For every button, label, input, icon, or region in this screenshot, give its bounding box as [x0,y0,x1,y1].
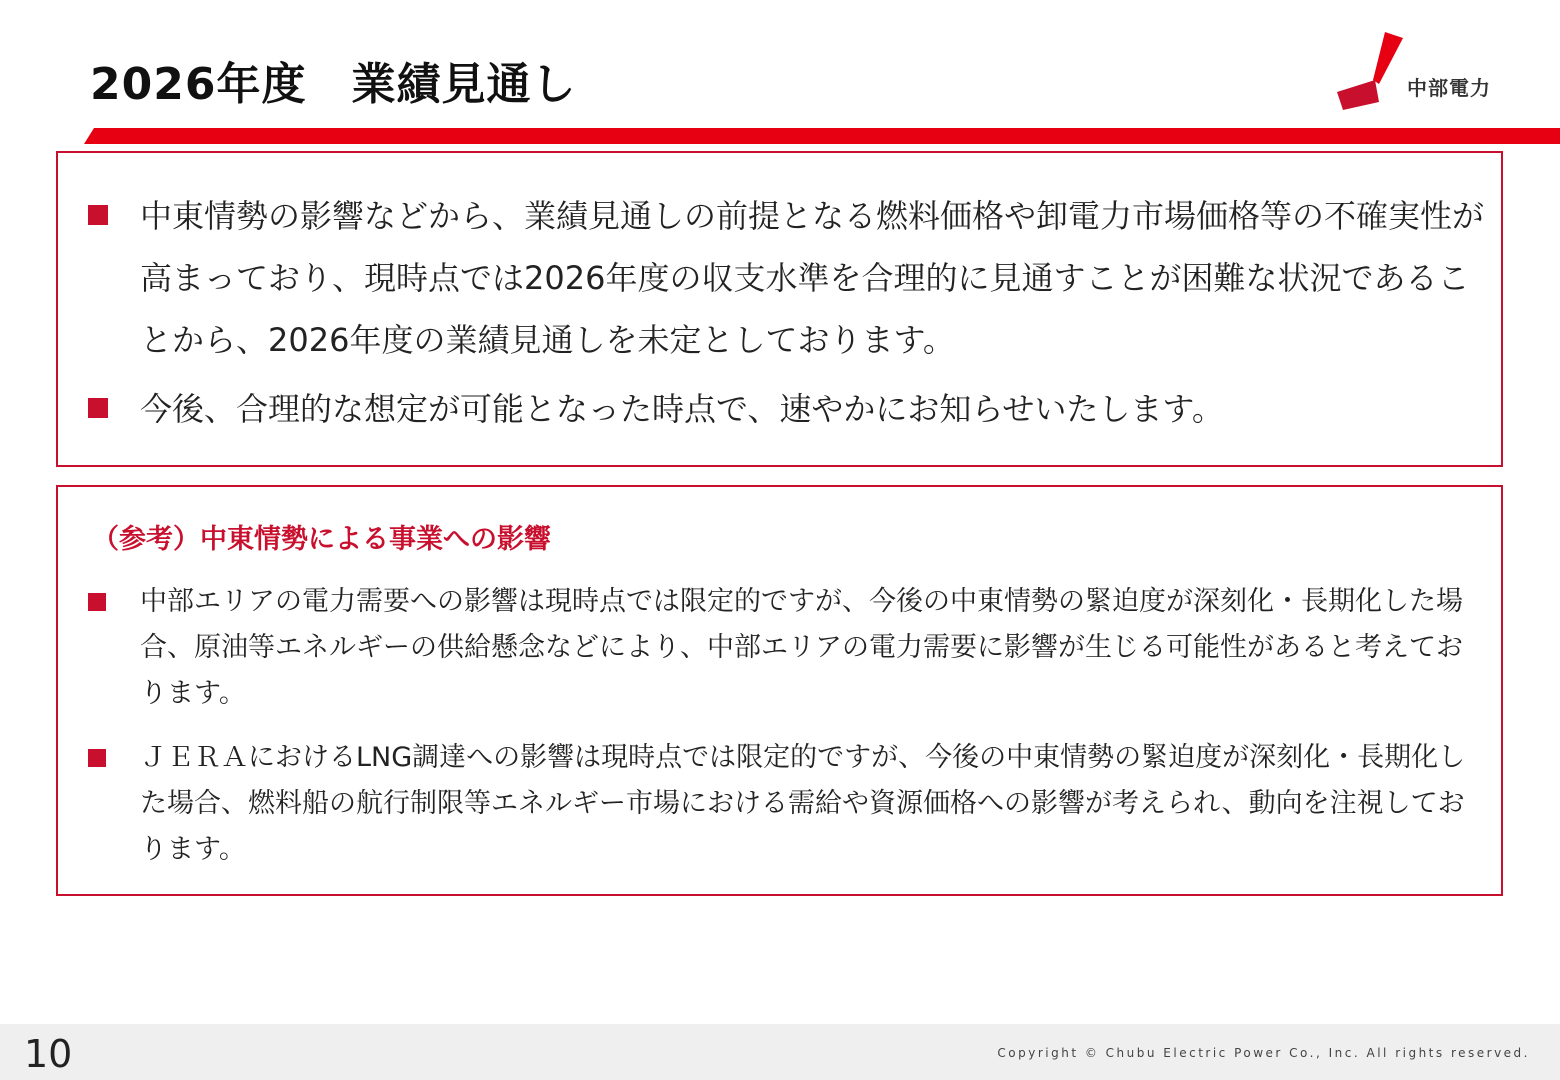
outlook-box [56,151,1503,467]
bullet-text: 中部エリアの電力需要への影響は現時点では限定的ですが、今後の中東情勢の緊迫度が深刻化・長期化した場合、原油等エネルギーの供給懸念などにより、中部エリアの電力需要に影響が生じる可能性があると考えております。 [140,586,1463,709]
company-logo [1335,32,1515,112]
logo-text: 中部電力 [1407,76,1491,100]
footer [0,1024,1560,1080]
square-bullet-icon [88,205,108,225]
square-bullet-icon [88,749,106,767]
bullet-text: 今後、合理的な想定が可能となった時点で、速やかにお知らせいたします。 [140,390,1224,428]
bullet-text: ＪＥＲＡにおけるLNG調達への影響は現時点では限定的ですが、今後の中東情勢の緊迫度が深刻化・長期化した場合、燃料船の航行制限等エネルギー市場における需給や資源価格への影響が考えられ、動向を注視しております。 [140,742,1466,865]
list-item [88,579,1488,717]
list-item [88,378,1488,440]
bullet-text: 中東情勢の影響などから、業績見通しの前提となる燃料価格や卸電力市場価格等の不確実性が高まっており、現時点では2026年度の収支水準を合理的に見通すことが困難な状況であることから、2026年度の業績見通しを未定としております。 [140,197,1485,359]
page-number: 10 [24,1032,73,1076]
list-item [88,185,1488,371]
page-title: 2026年度 業績見通し [90,59,577,110]
copyright-text: Copyright © Chubu Electric Power Co., Inc. All rights reserved. [997,1046,1530,1060]
reference-title: （参考）中東情勢による事業への影響 [92,524,551,555]
square-bullet-icon [88,398,108,418]
header-divider-bar [84,128,1560,144]
square-bullet-icon [88,593,106,611]
reference-box [56,485,1503,896]
list-item [88,735,1488,873]
